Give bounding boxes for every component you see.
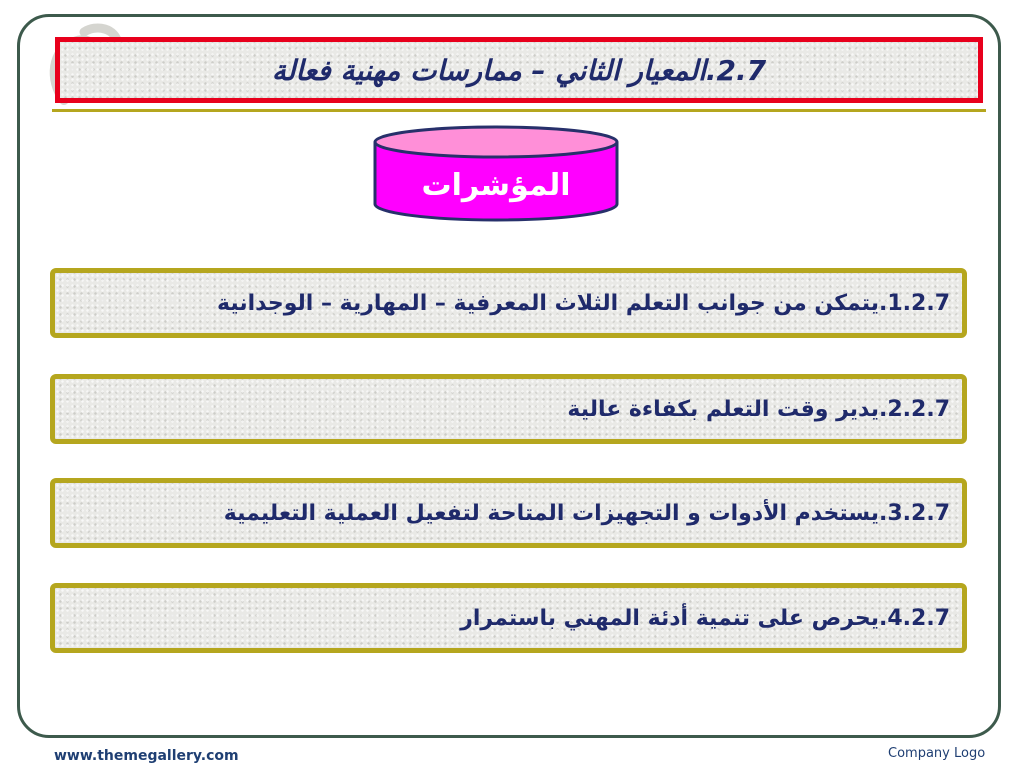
indicator-text: 1.2.7.يتمكن من جوانب التعلم الثلاث المعرفية – المهارية – الوجدانية bbox=[217, 290, 950, 316]
indicator-item bbox=[50, 268, 967, 338]
indicator-item bbox=[50, 374, 967, 444]
indicator-text: 2.2.7.يدير وقت التعلم بكفاءة عالية bbox=[567, 396, 950, 422]
footer-company-logo: Company Logo bbox=[888, 746, 986, 761]
footer-website-link[interactable]: www.themegallery.com bbox=[54, 748, 239, 764]
title-underline bbox=[52, 109, 986, 112]
indicators-label: المؤشرات bbox=[421, 167, 571, 203]
indicator-text: 3.2.7.يستخدم الأدوات و التجهيزات المتاحة لتفعيل العملية التعليمية bbox=[223, 500, 950, 526]
title-box bbox=[55, 37, 983, 103]
indicator-text: 4.2.7.يحرص على تنمية أدئة المهني باستمرار bbox=[460, 605, 950, 631]
slide-title: 2.7.المعيار الثاني – ممارسات مهنية فعالة bbox=[271, 53, 767, 87]
indicator-item bbox=[50, 478, 967, 548]
indicator-item bbox=[50, 583, 967, 653]
